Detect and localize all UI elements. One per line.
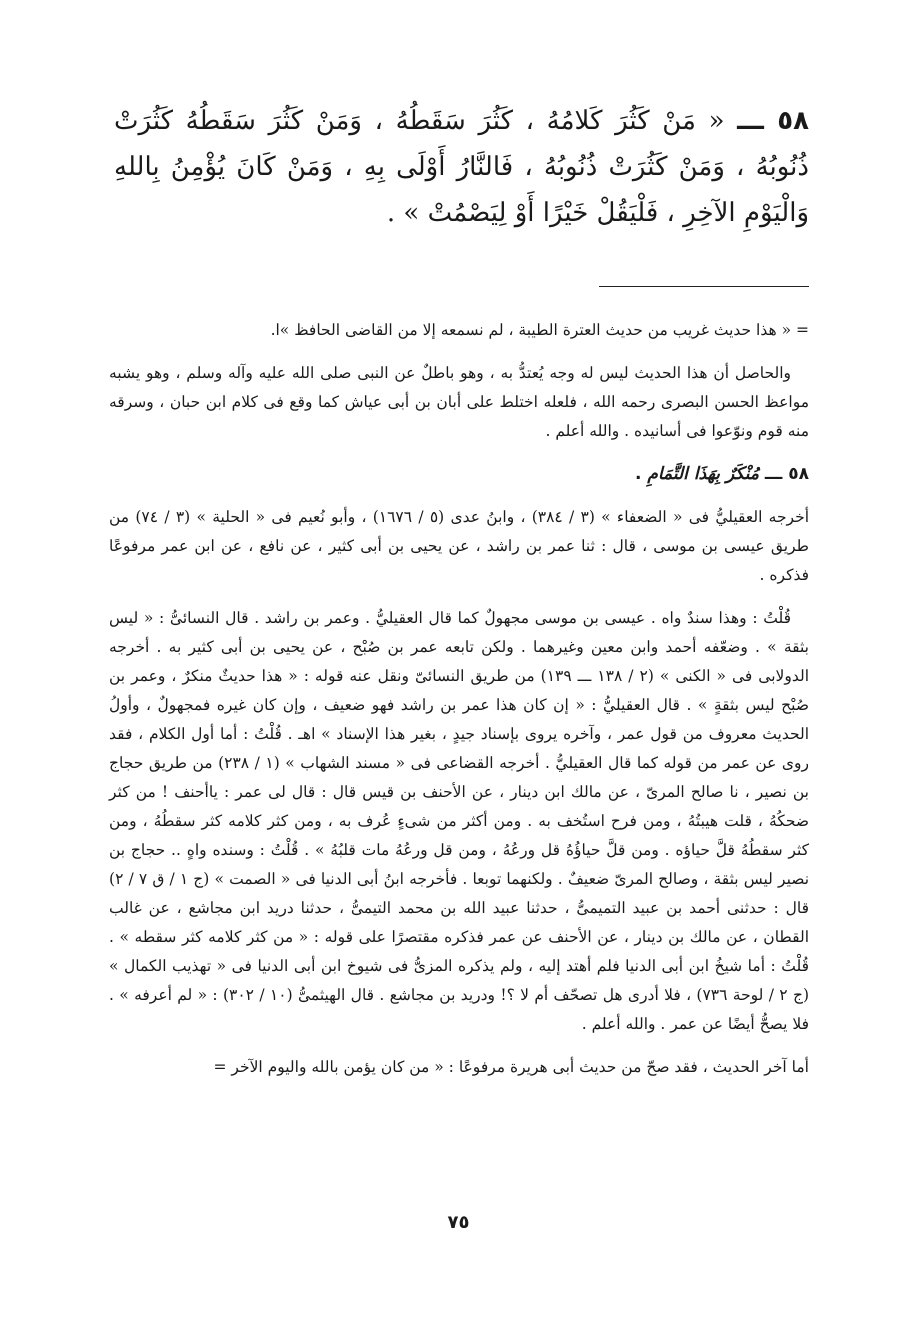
hadith-text-block	[114, 98, 809, 236]
ruling-number: ٥٨ ـــ	[764, 464, 809, 484]
footnote-continuation: = « هذا حديث غريب من حديث العترة الطيبة ، لم نسمعه إلا من القاضى الحافظ »ا.	[270, 321, 809, 339]
closing-paragraph: أما آخر الحديث ، فقد صحّ من حديث أبى هريرة مرفوعًا : « من كان يؤمن بالله واليوم الآخر =	[213, 1058, 809, 1076]
ruling-heading-end: .	[634, 464, 648, 484]
ruling-title: مُنْكَرٌ بِهَذَا التَّمَامِ	[647, 464, 759, 484]
summary-paragraph: والحاصل أن هذا الحديث ليس له وجه يُعتدُّ به ، وهو باطلٌ عن النبى صلى الله عليه وآله وسلم ، وهو يشبه مواعظ الحسن البصرى رحمه الله ، فلعله اختلط على أبان بن أبى عياش كما وقع فى كلام ابن حبان ، وسرقه منه قوم ونوّعوا فى أسانيده . والله أعلم .	[109, 364, 809, 440]
discussion-paragraph: قُلْتُ : وهذا سندٌ واه . عيسى بن موسى مجهولٌ كما قال العقيليُّ . وعمر بن راشد . قال النسائىُّ : « ليس بثقة » . وضعّفه أحمد وابن معين وغيرهما . ولكن تابعه عمر بن صُبْح ، عن يحيى بن أبى كثير به . أخرجه الدولابى فى « الكنى » (٢ / ١٣٨ ـــ ١٣٩) من طريق النسائىّ ونقل عنه قوله : « هذا حديثٌ منكرٌ ، وعمر بن صُبْح ليس بثقةٍ » . قال العقيليُّ : « إن كان هذا عمر بن راشد فهو ضعيف ، وإن كان غيره فمجهولٌ ، وأولُ الحديث معروف من قول عمر ، وآخره يروى بإسناد جيدٍ ، بغير هذا الإسناد » اهـ . قُلْتُ : أما أول الكلام ، فقد روى عن عمر من قوله كما قال العقيليُّ . أخرجه القضاعى فى « مسند الشهاب » (١ / ٢٣٨) من طريق حجاج بن نصير ، نا صالح المرىّ ، عن مالك ابن دينار ، عن الأحنف بن قيس قال : قال لى عمر : ياأحنف ! من كثر ضحكُهُ ، قلت هيبتُهُ ، ومن فرح استُخف به . ومن أكثر من شىءٍ عُرف به ، ومن كثر كلامه كثر سقطُهُ ، ومن كثر سقطُهُ قلَّ حياؤه . ومن قلَّ حياؤُهُ قل ورعُهُ ، ومن قل ورعُهُ مات قلبُهُ » . قُلْتُ : وسنده واهٍ .. حجاج بن نصير ليس بثقة ، وصالح المرىّ ضعيفٌ . ولكنهما توبعا . فأخرجه ابنُ أبى الدنيا فى « الصمت » (ج ١ / ق ٧ / ٢) قال : حدثنى أحمد بن عبيد التميمىُّ ، حدثنا عبيد الله بن محمد التيمىُّ ، حدثنا دريد ابن مجاشع ، عن غالب القطان ، عن مالك بن دينار ، عن الأحنف عن عمر فذكره مقتصرًا على قوله : « من كثر كلامه كثر سقطه » . قُلْتُ : أما شيخُ ابن أبى الدنيا فلم أهتد إليه ، ولم يذكره المزىُّ فى شيوخ ابن أبى الدنيا فى « تهذيب الكمال » (ج ٢ / لوحة ٧٣٦) ، فلا أدرى هل تصحّف أم لا ؟! ودريد بن مجاشع . قال الهيثمىُّ (١٠ / ٣٠٢) : « لم أعرفه » . فلا يصحُّ أيضًا عن عمر . والله أعلم .	[109, 609, 810, 1033]
footnote-separator	[599, 286, 809, 287]
hadith-number: ٥٨ ـــ	[737, 106, 809, 136]
hadith-matn: « مَنْ كَثُرَ كَلامُهُ ، كَثُرَ سَقَطُهُ ، وَمَنْ كَثُرَ سَقَطُهُ كَثُرَتْ ذُنُوبُهُ ، وَمَنْ كَثُرَتْ ذُنُوبُهُ ، فَالنَّارُ أَوْلَى بِهِ ، وَمَنْ كَانَ يُؤْمِنُ بِاللهِ وَالْيَوْمِ الآخِرِ ، فَلْيَقُلْ خَيْرًا أَوْ لِيَصْمُتْ » .	[114, 106, 809, 228]
takhrij-paragraph: أخرجه العقيليُّ فى « الضعفاء » (٣ / ٣٨٤) ، وابنُ عدى (٥ / ١٦٧٦) ، وأبو نُعيم فى « الحلية » (٣ / ٧٤) من طريق عيسى بن موسى ، قال : ثنا عمر بن راشد ، عن يحيى بن أبى كثير ، عن نافع ، عن ابن عمر مرفوعًا فذكره .	[109, 508, 810, 584]
ruling-heading	[109, 460, 809, 489]
page-number: ٧٥	[447, 1212, 470, 1233]
footnotes-block	[109, 316, 809, 1082]
